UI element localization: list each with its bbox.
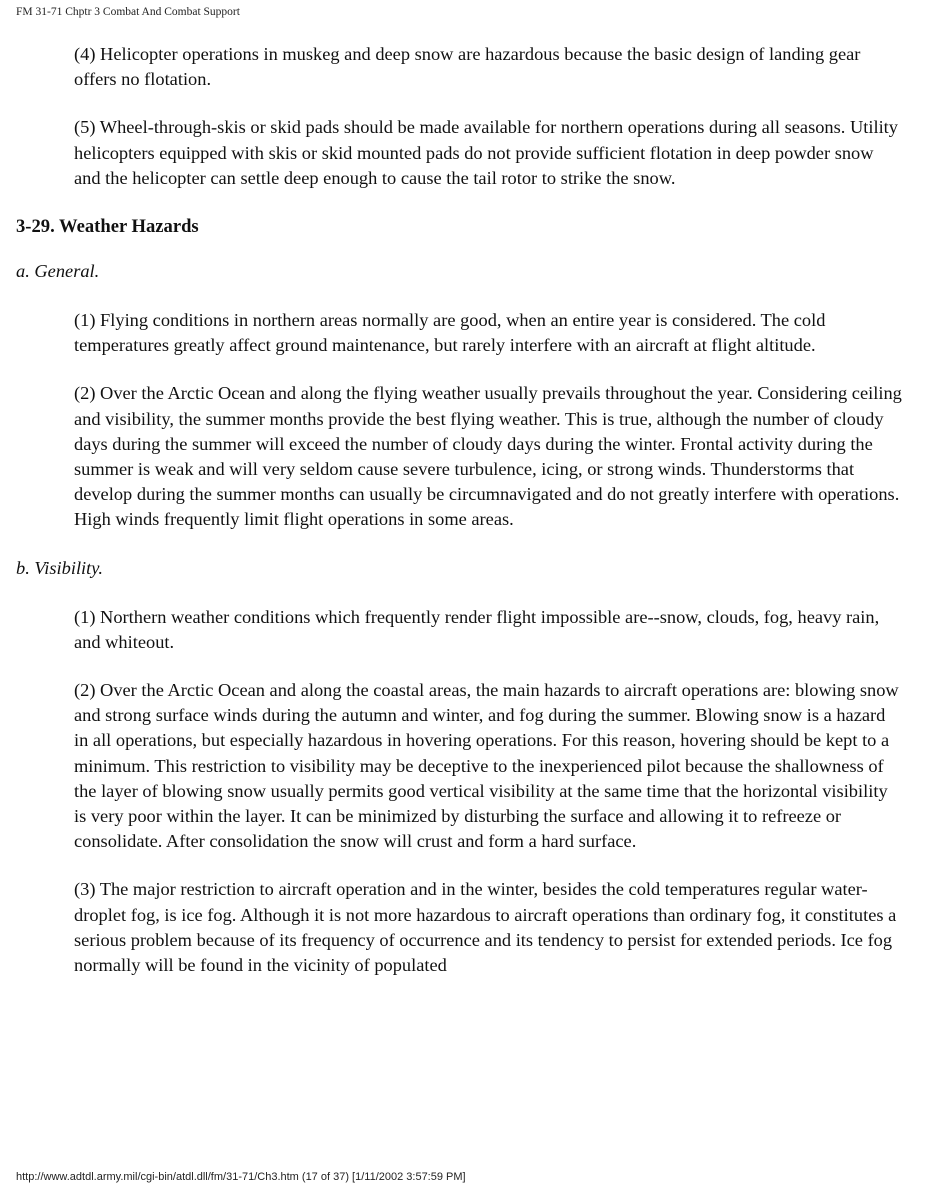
print-header-title: FM 31-71 Chptr 3 Combat And Combat Support [16, 6, 240, 18]
visibility-paragraph-2: (2) Over the Arctic Ocean and along the coastal areas, the main hazards to aircraft operations are: blowing snow and strong surface winds during the autumn and winter, and fog during the summer. Blowing snow is a hazard in all operations, but especially hazardous in hovering operations. For this reason, hovering should be kept to a minimum. This restriction to visibility may be deceptive to the inexperienced pilot because the shallowness of the layer of blowing snow usually permits good vertical visibility at the same time that the horizontal visibility is very poor within the layer. It can be minimized by disturbing the surface and allowing it to refreeze or consolidate. After consolidation the snow will crust and form a hard surface. [74, 680, 899, 852]
paragraph-4-helicopter-muskeg: (4) Helicopter operations in muskeg and deep snow are hazardous because the basic design of landing gear offers no flotation. [74, 44, 861, 90]
visibility-paragraph-1: (1) Northern weather conditions which frequently render flight impossible are--snow, clouds, fog, heavy rain, and whiteout. [74, 606, 880, 652]
paragraph-5-wheel-through-skis: (5) Wheel-through-skis or skid pads should be made available for northern operations during all seasons. Utility helicopters equipped with skis or skid mounted pads do not provide sufficient flotation in deep powder snow and the helicopter can settle deep enough to cause the tail rotor to strike the snow. [74, 117, 898, 188]
subheading-general: a. General. [16, 261, 100, 282]
subheading-visibility: b. Visibility. [16, 557, 104, 578]
document-body [16, 42, 916, 1001]
general-paragraph-2: (2) Over the Arctic Ocean and along the flying weather usually prevails throughout the year. Considering ceiling and visibility, the summer months provide the best flying weather. This is true, although the number of cloudy days during the summer will exceed the number of cloudy days during the winter. Frontal activity during the summer is weak and will very seldom cause severe turbulence, icing, or strong winds. Thunderstorms that develop during the summer months can usually be circumnavigated and do not greatly interfere with operations. High winds frequently limit flight operations in some areas. [74, 383, 902, 530]
visibility-paragraph-3: (3) The major restriction to aircraft operation and in the winter, besides the cold temperatures regular water-droplet fog, is ice fog. Although it is not more hazardous to aircraft operations than ordinary fog, it constitutes a serious problem because of its frequency of occurrence and its tendency to persist for extended periods. Ice fog normally will be found in the vicinity of populated [74, 879, 897, 976]
general-paragraph-1: (1) Flying conditions in northern areas normally are good, when an entire year is considered. The cold temperatures greatly affect ground maintenance, but rarely interfere with an aircraft at flight altitude. [74, 310, 826, 356]
print-footer-url: http://www.adtdl.army.mil/cgi-bin/atdl.dll/fm/31-71/Ch3.htm (17 of 37) [1/11/2002 3:57:59 PM] [16, 1171, 466, 1183]
section-heading-weather-hazards: 3-29. Weather Hazards [16, 216, 199, 238]
